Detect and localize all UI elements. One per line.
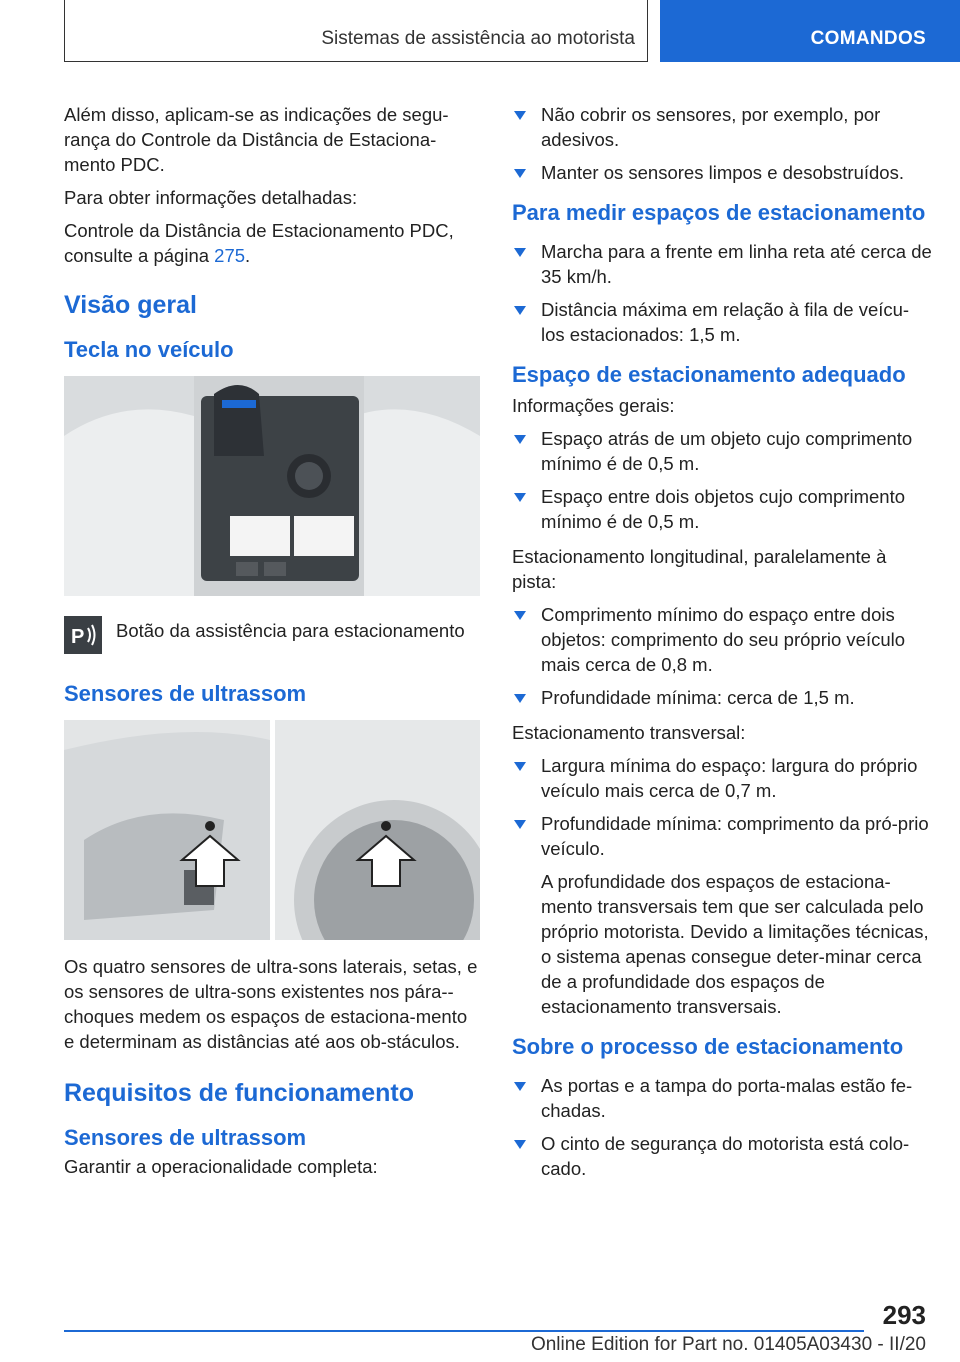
list-item: Profundidade mínima: comprimento da pró-prio veículo. — [512, 811, 932, 861]
list-item: Espaço atrás de um objeto cujo comprimento mínimo é de 0,5 m. — [512, 426, 932, 476]
heading-visao-geral: Visão geral — [64, 291, 197, 319]
paragraph: Garantir a operacionalidade completa: — [64, 1156, 378, 1177]
bullet-triangle-icon — [514, 435, 526, 444]
paragraph: Informações gerais: — [512, 395, 675, 416]
footer-divider — [64, 1330, 864, 1332]
bullet-triangle-icon — [514, 169, 526, 178]
heading-requisitos: Requisitos de funcionamento — [64, 1079, 415, 1107]
bullet-triangle-icon — [514, 306, 526, 315]
list-item: As portas e a tampa do porta-malas estão fe-chadas. — [512, 1073, 932, 1123]
button-caption: Botão da assistência para estacionamento — [116, 620, 465, 641]
heading-processo: Sobre o processo de estacionamento — [512, 1034, 904, 1059]
bullet-triangle-icon — [514, 111, 526, 120]
list-item: Comprimento mínimo do espaço entre dois objetos: comprimento do seu próprio veículo mais cerca de 0,8 m. — [512, 602, 932, 677]
list — [512, 602, 932, 710]
page-number: 293 — [882, 1300, 926, 1330]
page-link[interactable]: 275 — [214, 245, 246, 266]
list-item: Não cobrir os sensores, por exemplo, por adesivos. — [512, 102, 932, 152]
list — [512, 102, 932, 185]
footer-edition: Online Edition for Part no. 01405A03430 - II/20 — [530, 1334, 926, 1355]
left-column — [64, 102, 480, 1187]
paragraph: Estacionamento transversal: — [512, 722, 746, 743]
bullet-triangle-icon — [514, 1082, 526, 1091]
bullet-triangle-icon — [514, 248, 526, 257]
list-item: O cinto de segurança do motorista está colo-cado. — [512, 1131, 932, 1181]
list — [512, 1073, 932, 1181]
console-image — [64, 376, 480, 596]
right-column — [512, 102, 932, 1191]
list — [512, 426, 932, 534]
paragraph: Estacionamento longitudinal, paralelamente à pista: — [512, 546, 887, 592]
bullet-triangle-icon — [514, 762, 526, 771]
paragraph: Além disso, aplicam-se as indicações de segu-rança do Controle da Distância de Estaciona-mento PDC. — [64, 104, 449, 175]
paragraph: Os quatro sensores de ultra-sons laterais, setas, e os sensores de ultra-sons existentes nos pára--choques medem os espaços de estaciona-mento e determinam as distâncias até aos ob-stáculos. — [64, 956, 478, 1052]
bullet-triangle-icon — [514, 611, 526, 620]
list-item: Profundidade mínima: cerca de 1,5 m. — [512, 685, 932, 710]
heading-espaco: Espaço de estacionamento adequado — [512, 362, 906, 387]
heading-sensores-2: Sensores de ultrassom — [64, 1125, 307, 1150]
header-section-label: COMANDOS — [810, 28, 926, 49]
svg-text:P: P — [71, 626, 85, 648]
list-item-continuation: A profundidade dos espaços de estaciona-mento transversais tem que ser calculada pelo próprio motorista. Devido a limitações técnicas, o sistema apenas consegue deter-minar cerca de a profundidade dos espaços de estacionamento transversais. — [541, 871, 929, 1017]
button-caption-row — [64, 612, 480, 654]
header-section-tab[interactable] — [660, 0, 960, 62]
paragraph: Para obter informações detalhadas: — [64, 187, 358, 208]
list-item: Espaço entre dois objetos cujo comprimento mínimo é de 0,5 m. — [512, 484, 932, 534]
bullet-triangle-icon — [514, 820, 526, 829]
bullet-triangle-icon — [514, 694, 526, 703]
sensor-locations-image — [64, 720, 480, 940]
heading-medir: Para medir espaços de estacionamento — [512, 200, 926, 225]
heading-sensores: Sensores de ultrassom — [64, 681, 307, 706]
list-item: Manter os sensores limpos e desobstruídos. — [512, 160, 932, 185]
list-item: Distância máxima em relação à fila de veícu-los estacionados: 1,5 m. — [512, 297, 932, 347]
heading-tecla: Tecla no veículo — [64, 337, 234, 362]
parking-assistant-button-icon — [64, 616, 102, 654]
paragraph-with-link: Controle da Distância de Estacionamento PDC, consulte a página 275. — [64, 220, 454, 266]
bullet-triangle-icon — [514, 1140, 526, 1149]
list-item: Marcha para a frente em linha reta até cerca de 35 km/h. — [512, 239, 932, 289]
header-title: Sistemas de assistência ao motorista — [321, 28, 635, 49]
bullet-triangle-icon — [514, 493, 526, 502]
header-title-box — [64, 0, 648, 62]
list — [512, 753, 932, 861]
list-item: Largura mínima do espaço: largura do próprio veículo mais cerca de 0,7 m. — [512, 753, 932, 803]
list — [512, 239, 932, 347]
